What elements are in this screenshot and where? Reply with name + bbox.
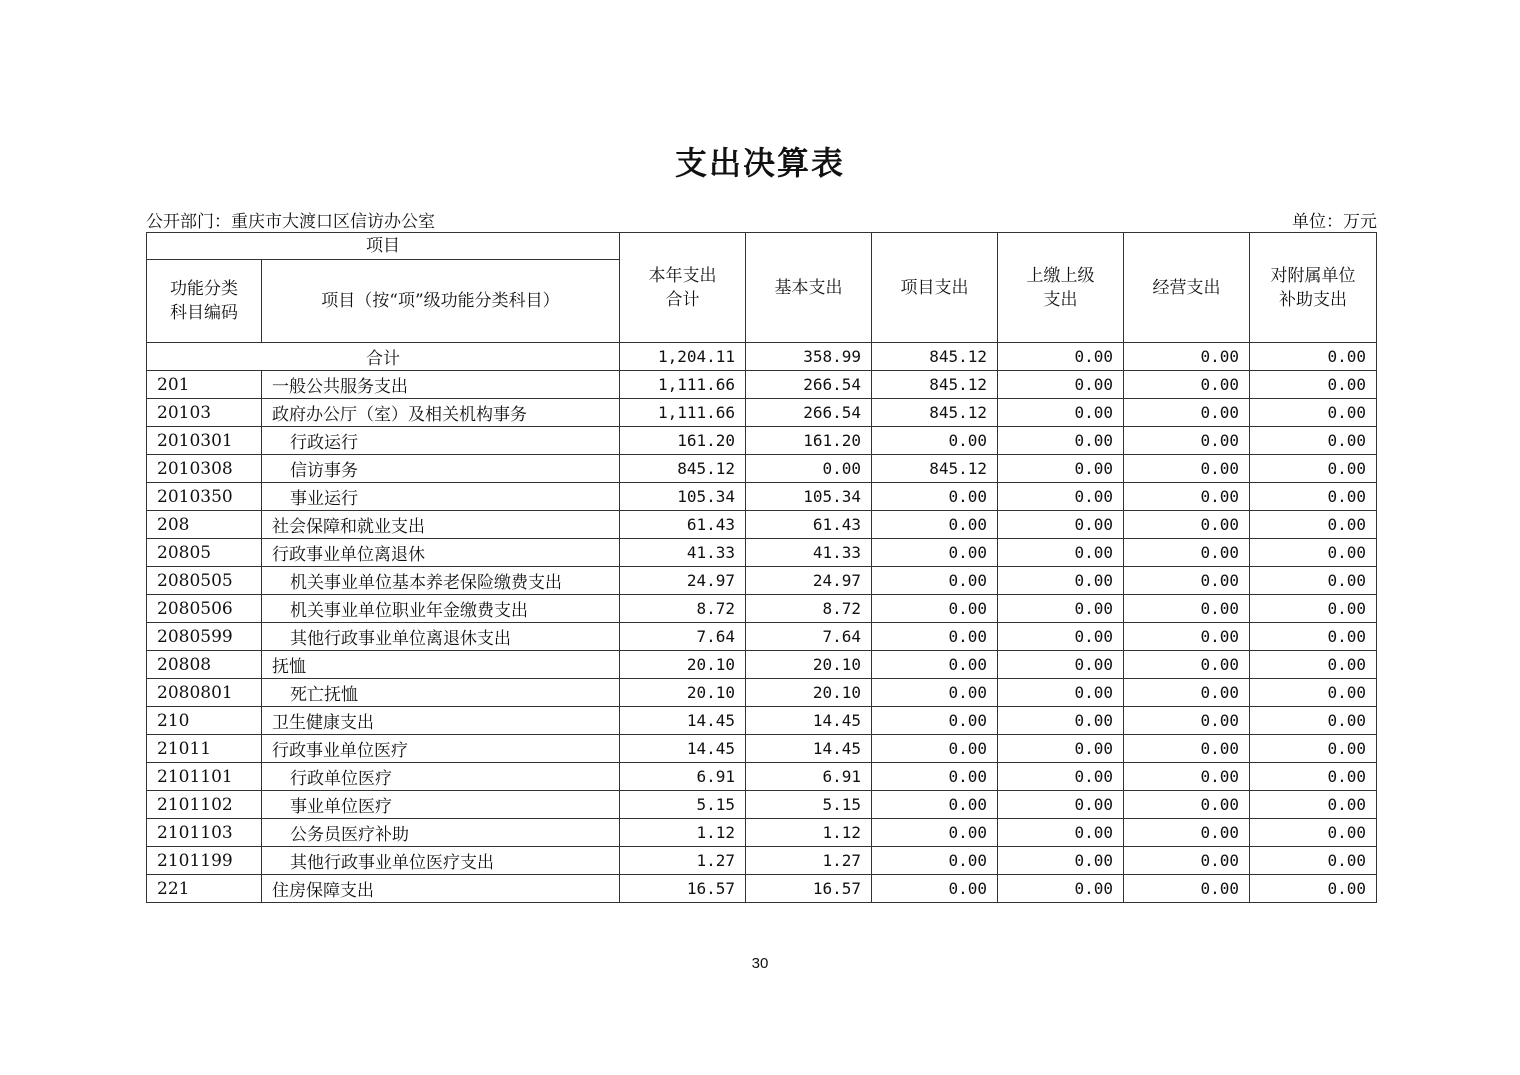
row-value: 0.00 <box>1124 791 1250 819</box>
row-value: 0.00 <box>998 707 1124 735</box>
total-value: 0.00 <box>1250 343 1377 371</box>
row-value: 0.00 <box>998 763 1124 791</box>
row-value: 0.00 <box>1250 623 1377 651</box>
row-value: 0.00 <box>1124 763 1250 791</box>
row-code: 2010350 <box>147 483 262 511</box>
row-value: 0.00 <box>1250 707 1377 735</box>
row-value: 1,111.66 <box>620 399 746 427</box>
row-value: 105.34 <box>620 483 746 511</box>
row-value: 0.00 <box>998 455 1124 483</box>
row-value: 0.00 <box>1124 427 1250 455</box>
expenditure-table <box>146 232 1377 903</box>
row-value: 0.00 <box>872 679 998 707</box>
row-value: 7.64 <box>620 623 746 651</box>
table-row <box>147 455 1377 483</box>
row-code: 2010301 <box>147 427 262 455</box>
table-row <box>147 511 1377 539</box>
table-row <box>147 819 1377 847</box>
row-value: 0.00 <box>1250 875 1377 903</box>
row-value: 0.00 <box>1124 707 1250 735</box>
page-number: 30 <box>751 955 769 972</box>
row-code: 2101199 <box>147 847 262 875</box>
row-value: 0.00 <box>998 539 1124 567</box>
row-value: 0.00 <box>998 847 1124 875</box>
row-value: 0.00 <box>1124 511 1250 539</box>
row-value: 0.00 <box>1124 567 1250 595</box>
row-code: 2010308 <box>147 455 262 483</box>
row-value: 0.00 <box>1250 595 1377 623</box>
row-code: 20805 <box>147 539 262 567</box>
row-name: 社会保障和就业支出 <box>262 511 620 539</box>
row-value: 0.00 <box>872 567 998 595</box>
row-code: 2101101 <box>147 763 262 791</box>
header-basic: 基本支出 <box>746 233 872 343</box>
row-value: 0.00 <box>1250 651 1377 679</box>
row-value: 0.00 <box>872 791 998 819</box>
row-name: 行政运行 <box>262 427 620 455</box>
row-value: 6.91 <box>746 763 872 791</box>
row-value: 0.00 <box>1124 735 1250 763</box>
row-name: 机关事业单位基本养老保险缴费支出 <box>262 567 620 595</box>
row-value: 0.00 <box>1124 371 1250 399</box>
row-value: 16.57 <box>746 875 872 903</box>
row-value: 0.00 <box>1250 371 1377 399</box>
row-value: 0.00 <box>872 483 998 511</box>
table-row <box>147 707 1377 735</box>
row-value: 8.72 <box>620 595 746 623</box>
department-label: 公开部门：重庆市大渡口区信访办公室 <box>146 212 435 232</box>
table-row <box>147 679 1377 707</box>
table-row <box>147 875 1377 903</box>
row-value: 0.00 <box>1250 427 1377 455</box>
total-value: 0.00 <box>998 343 1124 371</box>
row-value: 0.00 <box>998 679 1124 707</box>
row-value: 20.10 <box>746 679 872 707</box>
table-row <box>147 623 1377 651</box>
row-name: 死亡抚恤 <box>262 679 620 707</box>
row-value: 105.34 <box>746 483 872 511</box>
row-value: 0.00 <box>998 399 1124 427</box>
row-name: 行政事业单位离退休 <box>262 539 620 567</box>
row-name: 事业单位医疗 <box>262 791 620 819</box>
table-row <box>147 735 1377 763</box>
total-value: 0.00 <box>1124 343 1250 371</box>
row-name: 住房保障支出 <box>262 875 620 903</box>
row-value: 0.00 <box>1250 735 1377 763</box>
row-value: 0.00 <box>998 483 1124 511</box>
row-code: 2080801 <box>147 679 262 707</box>
row-code: 2080506 <box>147 595 262 623</box>
row-code: 2101102 <box>147 791 262 819</box>
row-value: 0.00 <box>1250 511 1377 539</box>
row-value: 0.00 <box>872 623 998 651</box>
row-code: 201 <box>147 371 262 399</box>
row-name: 行政事业单位医疗 <box>262 735 620 763</box>
row-value: 0.00 <box>1124 847 1250 875</box>
row-value: 1,111.66 <box>620 371 746 399</box>
row-value: 20.10 <box>620 679 746 707</box>
row-name: 其他行政事业单位医疗支出 <box>262 847 620 875</box>
row-code: 20808 <box>147 651 262 679</box>
row-value: 0.00 <box>1124 539 1250 567</box>
table-row <box>147 847 1377 875</box>
table-row <box>147 371 1377 399</box>
row-value: 0.00 <box>1250 819 1377 847</box>
row-value: 161.20 <box>746 427 872 455</box>
row-value: 845.12 <box>872 371 998 399</box>
row-value: 1.12 <box>746 819 872 847</box>
row-name: 卫生健康支出 <box>262 707 620 735</box>
row-value: 0.00 <box>1250 763 1377 791</box>
row-code: 21011 <box>147 735 262 763</box>
row-value: 41.33 <box>746 539 872 567</box>
row-name: 政府办公厅（室）及相关机构事务 <box>262 399 620 427</box>
row-value: 1.12 <box>620 819 746 847</box>
row-value: 0.00 <box>998 791 1124 819</box>
row-name: 行政单位医疗 <box>262 763 620 791</box>
row-value: 266.54 <box>746 399 872 427</box>
row-value: 8.72 <box>746 595 872 623</box>
row-value: 0.00 <box>1250 483 1377 511</box>
total-value: 845.12 <box>872 343 998 371</box>
row-value: 0.00 <box>1124 455 1250 483</box>
total-value: 1,204.11 <box>620 343 746 371</box>
total-label: 合计 <box>147 343 620 371</box>
header-code: 功能分类 科目编码 <box>147 260 262 343</box>
row-value: 0.00 <box>872 735 998 763</box>
row-value: 24.97 <box>620 567 746 595</box>
row-value: 41.33 <box>620 539 746 567</box>
header-name: 项目（按“项”级功能分类科目） <box>262 260 620 343</box>
header-row-group <box>147 233 1377 260</box>
row-value: 0.00 <box>998 511 1124 539</box>
table-row <box>147 539 1377 567</box>
row-code: 2080505 <box>147 567 262 595</box>
row-value: 16.57 <box>620 875 746 903</box>
row-value: 0.00 <box>1124 399 1250 427</box>
row-value: 0.00 <box>1250 567 1377 595</box>
row-name: 公务员医疗补助 <box>262 819 620 847</box>
row-value: 5.15 <box>746 791 872 819</box>
row-value: 0.00 <box>872 819 998 847</box>
row-value: 0.00 <box>998 595 1124 623</box>
row-value: 0.00 <box>998 651 1124 679</box>
row-name: 其他行政事业单位离退休支出 <box>262 623 620 651</box>
row-code: 2101103 <box>147 819 262 847</box>
unit-label: 单位：万元 <box>1292 212 1377 232</box>
row-value: 0.00 <box>1124 679 1250 707</box>
total-value: 358.99 <box>746 343 872 371</box>
row-value: 0.00 <box>1124 623 1250 651</box>
row-value: 0.00 <box>872 539 998 567</box>
row-value: 0.00 <box>872 427 998 455</box>
row-code: 221 <box>147 875 262 903</box>
header-subsidy: 对附属单位 补助支出 <box>1250 233 1377 343</box>
row-value: 14.45 <box>620 707 746 735</box>
row-value: 0.00 <box>998 371 1124 399</box>
table-row <box>147 399 1377 427</box>
table-row <box>147 595 1377 623</box>
row-value: 0.00 <box>872 707 998 735</box>
header-total: 本年支出 合计 <box>620 233 746 343</box>
row-value: 161.20 <box>620 427 746 455</box>
row-value: 61.43 <box>620 511 746 539</box>
table-row <box>147 651 1377 679</box>
row-value: 0.00 <box>872 511 998 539</box>
row-value: 20.10 <box>620 651 746 679</box>
row-value: 0.00 <box>1124 651 1250 679</box>
row-value: 0.00 <box>1124 819 1250 847</box>
header-project-group: 项目 <box>147 233 620 260</box>
row-value: 0.00 <box>998 567 1124 595</box>
row-value: 14.45 <box>746 735 872 763</box>
row-code: 2080599 <box>147 623 262 651</box>
row-value: 1.27 <box>620 847 746 875</box>
row-value: 20.10 <box>746 651 872 679</box>
table-row <box>147 483 1377 511</box>
table-row <box>147 427 1377 455</box>
row-value: 5.15 <box>620 791 746 819</box>
row-value: 0.00 <box>872 651 998 679</box>
header-remit: 上缴上级 支出 <box>998 233 1124 343</box>
row-code: 20103 <box>147 399 262 427</box>
row-value: 0.00 <box>1250 539 1377 567</box>
row-value: 0.00 <box>1250 399 1377 427</box>
row-value: 0.00 <box>1250 791 1377 819</box>
row-value: 14.45 <box>620 735 746 763</box>
row-value: 0.00 <box>998 427 1124 455</box>
row-name: 机关事业单位职业年金缴费支出 <box>262 595 620 623</box>
row-value: 0.00 <box>1250 847 1377 875</box>
row-code: 210 <box>147 707 262 735</box>
row-name: 抚恤 <box>262 651 620 679</box>
row-value: 0.00 <box>1124 595 1250 623</box>
row-value: 266.54 <box>746 371 872 399</box>
row-value: 7.64 <box>746 623 872 651</box>
row-value: 0.00 <box>1124 483 1250 511</box>
row-value: 845.12 <box>872 399 998 427</box>
header-project: 项目支出 <box>872 233 998 343</box>
row-value: 1.27 <box>746 847 872 875</box>
row-value: 0.00 <box>1250 679 1377 707</box>
row-value: 24.97 <box>746 567 872 595</box>
row-value: 14.45 <box>746 707 872 735</box>
row-value: 0.00 <box>998 819 1124 847</box>
row-value: 0.00 <box>1250 455 1377 483</box>
row-value: 0.00 <box>998 623 1124 651</box>
row-value: 61.43 <box>746 511 872 539</box>
page-title: 支出决算表 <box>674 144 845 182</box>
row-value: 0.00 <box>872 875 998 903</box>
table-row <box>147 791 1377 819</box>
row-name: 信访事务 <box>262 455 620 483</box>
row-value: 0.00 <box>872 847 998 875</box>
header-business: 经营支出 <box>1124 233 1250 343</box>
row-value: 0.00 <box>872 763 998 791</box>
row-value: 845.12 <box>620 455 746 483</box>
row-name: 事业运行 <box>262 483 620 511</box>
total-row <box>147 343 1377 371</box>
table-row <box>147 763 1377 791</box>
table-row <box>147 567 1377 595</box>
row-value: 0.00 <box>746 455 872 483</box>
row-name: 一般公共服务支出 <box>262 371 620 399</box>
row-value: 0.00 <box>872 595 998 623</box>
row-code: 208 <box>147 511 262 539</box>
row-value: 0.00 <box>998 875 1124 903</box>
row-value: 0.00 <box>1124 875 1250 903</box>
row-value: 0.00 <box>998 735 1124 763</box>
row-value: 845.12 <box>872 455 998 483</box>
row-value: 6.91 <box>620 763 746 791</box>
